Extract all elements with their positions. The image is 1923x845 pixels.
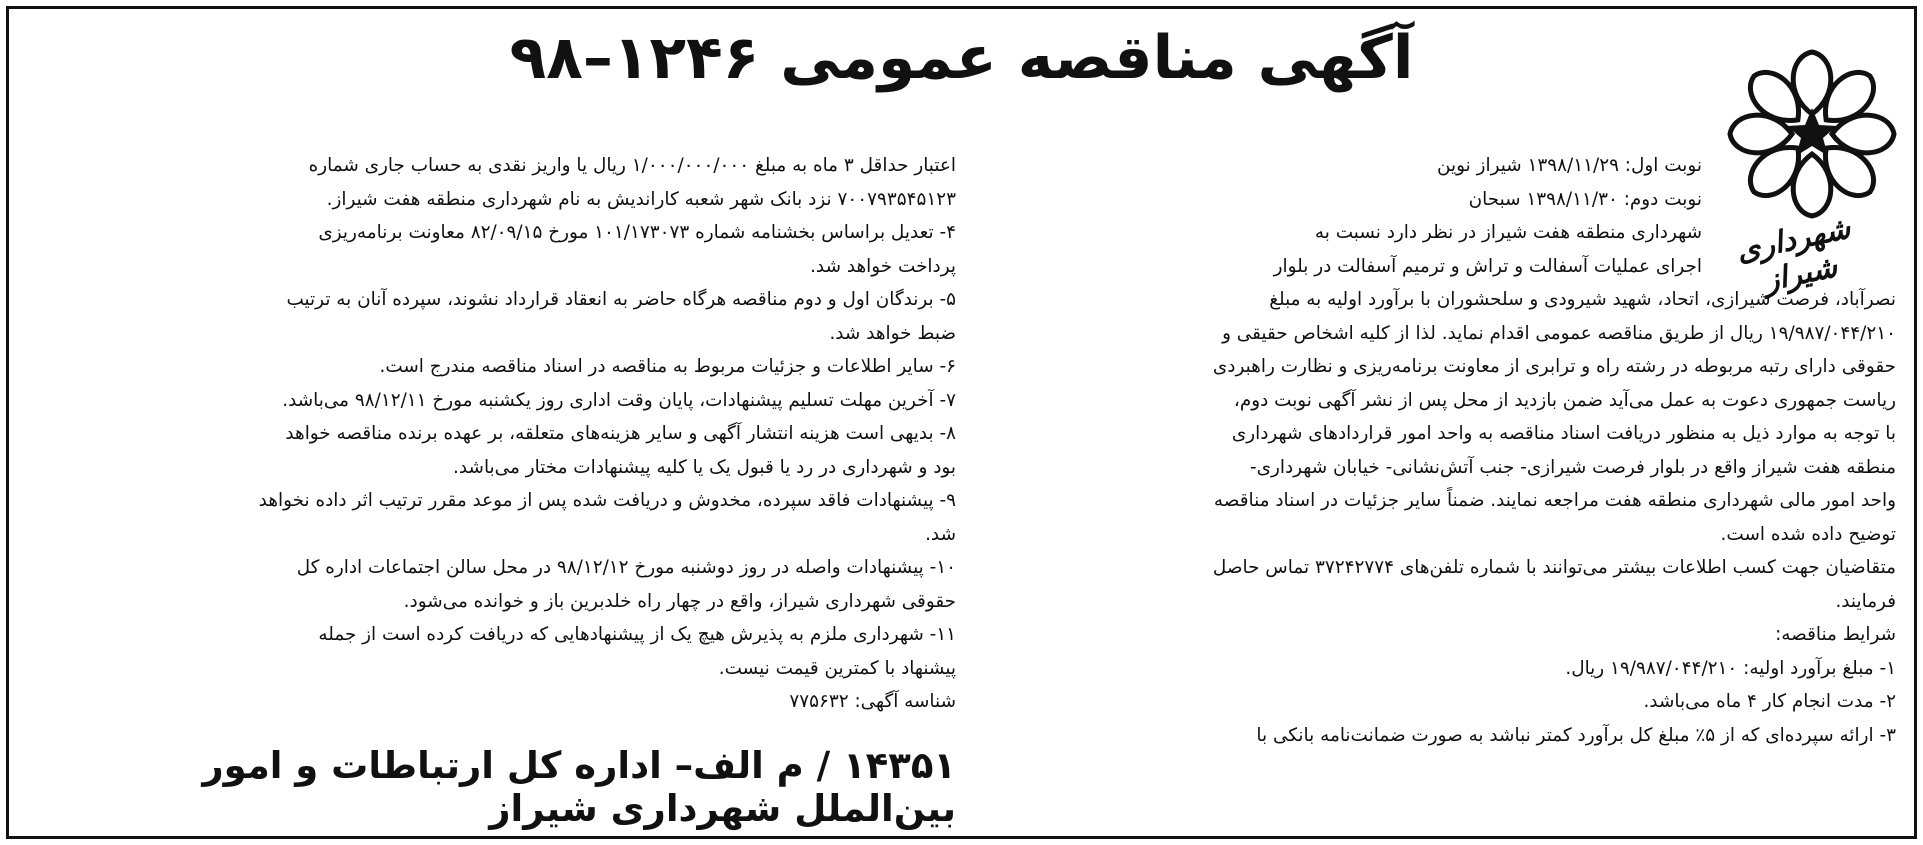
conditions-heading: شرایط مناقصه: <box>1775 624 1896 645</box>
condition-item: ۱۱- شهرداری ملزم به پذیرش هیچ یک از پیشنهادهایی که دریافت کرده است از جمله <box>318 624 956 645</box>
footer-signature: ۱۴۳۵۱ / م الف– اداره کل ارتباطات و امور بین‌الملل شهرداری شیراز <box>202 744 956 830</box>
condition-item: ۹- پیشنهادات فاقد سپرده، مخدوش و دریافت شده پس از موعد مقرر ترتیب اثر داده نخواهد <box>258 490 956 511</box>
municipality-logo <box>1725 47 1900 299</box>
text-line: متقاضیان جهت کسب اطلاعات بیشتر می‌توانند با شماره تلفن‌های ۳۷۲۴۲۷۷۴ تماس حاصل <box>1212 557 1896 578</box>
text-line: پیشنهاد با کمترین قیمت نیست. <box>718 657 956 679</box>
text-line: منطقه هفت شیراز واقع در بلوار فرصت شیرازی- جنب آتش‌نشانی- خیابان شهرداری- <box>1249 456 1896 478</box>
right-column-top <box>1102 149 1702 283</box>
condition-item: ۶- سایر اطلاعات و جزئیات مربوط به مناقصه در اسناد مناقصه مندرج است. <box>379 356 956 377</box>
text-line: ضبط خواهد شد. <box>829 322 956 344</box>
condition-item: ۱- مبلغ برآورد اولیه: ۱۹/۹۸۷/۰۴۴/۲۱۰ ریال. <box>1565 657 1896 679</box>
text-line: ۷۰۰۷۹۳۵۴۵۱۲۳ نزد بانک شهر شعبه کارانديش به نام شهرداری منطقه هفت شیراز. <box>326 188 956 210</box>
text-line: واحد امور مالی شهرداری منطقه هفت مراجعه نمایند. ضمناً سایر جزئیات در اسناد مناقصه <box>1213 490 1896 511</box>
condition-item: ۲- مدت انجام کار ۴ ماه می‌باشد. <box>1643 691 1896 712</box>
text-line: ریاست جمهوری دعوت به عمل می‌آید ضمن بازدید از محل پس از نشر آگهی نوبت دوم، <box>1233 389 1896 411</box>
text-line: فرمایند. <box>1835 590 1896 612</box>
condition-item: ۱۰- پیشنهادات واصله در روز دوشنبه مورخ ۹۸/۱۲/۱۲ در محل سالن اجتماعات اداره کل <box>296 557 956 578</box>
text-line: حقوقی دارای رتبه مربوطه در رشته راه و ترابری از معاونت برنامه‌ریزی و نظارت راهبردی <box>1212 356 1896 377</box>
ad-title: آگهی مناقصه عمومی ۱۲۴۶–۹۸ <box>509 23 1414 93</box>
shiraz-flower-logo-icon <box>1725 47 1900 222</box>
right-column-main <box>971 283 1896 752</box>
text-line: توضیح داده شده است. <box>1720 523 1896 545</box>
text-line: نصرآباد، فرصت شیرازی، اتحاد، شهید شیرودی و سلحشوران با برآورد اولیه به مبلغ <box>1269 289 1896 310</box>
text-line: شهرداری منطقه هفت شیراز در نظر دارد نسبت به <box>1314 222 1702 243</box>
text-line: نوبت اول: ۱۳۹۸/۱۱/۲۹ شیراز نوین <box>1437 155 1702 176</box>
text-line: با توجه به موارد ذیل به منظور دریافت اسناد مناقصه به واحد امور قراردادهای شهرداری <box>1231 423 1896 444</box>
text-line: اجرای عملیات آسفالت و تراش و ترمیم آسفالت در بلوار <box>1273 255 1702 277</box>
text-line: حقوقی شهرداری شیراز، واقع در چهار راه خلدبرین باز و خوانده می‌شود. <box>403 590 956 612</box>
condition-item: ۸- بدیهی است هزینه انتشار آگهی و سایر هزینه‌های متعلقه، بر عهده برنده مناقصه خواهد <box>285 423 956 444</box>
text-line: اعتبار حداقل ۳ ماه به مبلغ ۱/۰۰۰/۰۰۰/۰۰۰ ریال یا واریز نقدی به حساب جاری شماره <box>308 155 956 176</box>
condition-item: ۳- ارائه سپرده‌ای که از ۵٪ مبلغ کل برآورد کمتر نباشد به صورت ضمانت‌نامه بانکی با <box>1256 724 1896 746</box>
advertisement-frame <box>6 6 1917 839</box>
condition-item: ۷- آخرین مهلت تسلیم پیشنهادات، پایان وقت اداری روز یکشنبه مورخ ۹۸/۱۲/۱۱ می‌باشد. <box>282 389 956 411</box>
logo-text: شهرداری شیراز <box>1733 210 1854 299</box>
text-line: نوبت دوم: ۱۳۹۸/۱۱/۳۰ سبحان <box>1468 188 1702 210</box>
left-column <box>31 149 956 719</box>
ad-id: شناسه آگهی: ۷۷۵۶۳۲ <box>789 691 956 712</box>
text-line: پرداخت خواهد شد. <box>810 255 956 277</box>
condition-item: ۴- تعدیل براساس بخشنامه شماره ۱۰۱/۱۷۳۰۷۳ مورخ ۸۲/۰۹/۱۵ معاونت برنامه‌ریزی <box>318 222 956 243</box>
condition-item: ۵- برندگان اول و دوم مناقصه هرگاه حاضر به انعقاد قرارداد نشوند، سپرده آنان به ترتیب <box>286 289 956 310</box>
text-line: شد. <box>925 523 956 545</box>
text-line: بود و شهرداری در رد یا قبول یک یا کلیه پیشنهادات مختار می‌باشد. <box>453 456 956 478</box>
text-line: ۱۹/۹۸۷/۰۴۴/۲۱۰ ریال از طریق مناقصه عمومی اقدام نماید. لذا از کلیه اشخاص حقیقی و <box>1222 322 1896 344</box>
